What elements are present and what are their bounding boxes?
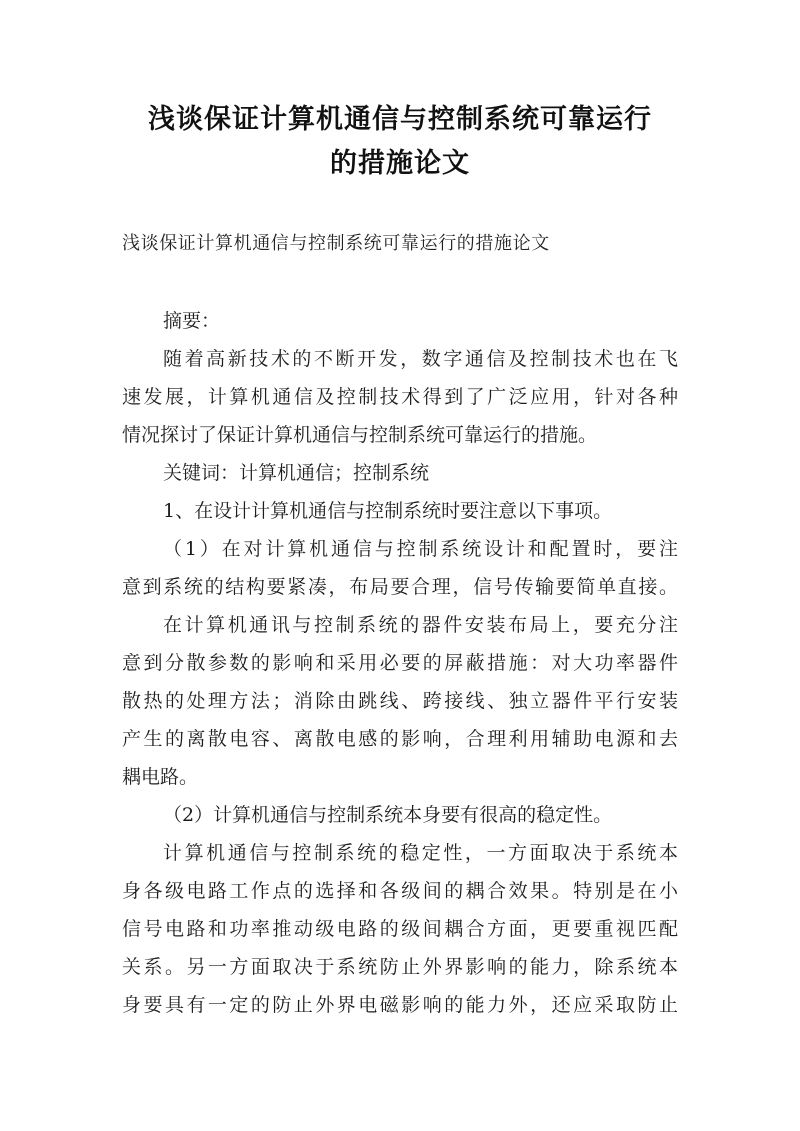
paragraph-1-line: 在计算机通讯与控制系统的器件安装布局上，要充分注: [163, 614, 678, 636]
document-title-line-2: 的措施论文: [330, 148, 470, 179]
paragraph-2-line: 信号电路和功率推动级电路的级间耦合方面，更要重视匹配: [122, 918, 678, 940]
paragraph-2-line: 身要具有一定的防止外界电磁影响的能力外，还应采取防止: [122, 994, 678, 1016]
section-heading-1: 1、在设计计算机通信与控制系统时要注意以下事项。: [163, 500, 613, 522]
paragraph-1-line: 散热的处理方法；消除由跳线、跨接线、独立器件平行安装: [122, 690, 678, 712]
paragraph-2-line: 身各级电路工作点的选择和各级间的耦合效果。特别是在小: [122, 880, 678, 902]
abstract-line: 随着高新技术的不断开发，数字通信及控制技术也在飞: [163, 348, 678, 370]
abstract-heading: 摘要：: [163, 310, 221, 332]
document-subtitle: 浅谈保证计算机通信与控制系统可靠运行的措施论文: [122, 233, 550, 254]
keywords: 关键词：计算机通信；控制系统: [163, 462, 430, 484]
paragraph-1-line: 产生的离散电容、离散电感的影响，合理利用辅助电源和去: [122, 728, 678, 750]
paragraph-2-line: 关系。另一方面取决于系统防止外界影响的能力，除系统本: [122, 956, 678, 978]
item-1-line: 意到系统的结构要紧凑，布局要合理，信号传输要简单直接。: [122, 576, 678, 598]
item-2: （2）计算机通信与控制系统本身要有很高的稳定性。: [163, 804, 613, 826]
paragraph-1-line: 意到分散参数的影响和采用必要的屏蔽措施：对大功率器件: [122, 652, 678, 674]
abstract-line: 速发展，计算机通信及控制技术得到了广泛应用，针对各种: [122, 386, 678, 408]
paragraph-1-line: 耦电路。: [122, 766, 199, 788]
item-1-line: （1）在对计算机通信与控制系统设计和配置时，要注: [163, 538, 678, 560]
abstract-line: 情况探讨了保证计算机通信与控制系统可靠运行的措施。: [122, 424, 598, 446]
document-title-line-1: 浅谈保证计算机通信与控制系统可靠运行: [148, 104, 652, 135]
paragraph-2-line: 计算机通信与控制系统的稳定性，一方面取决于系统本: [163, 842, 678, 864]
